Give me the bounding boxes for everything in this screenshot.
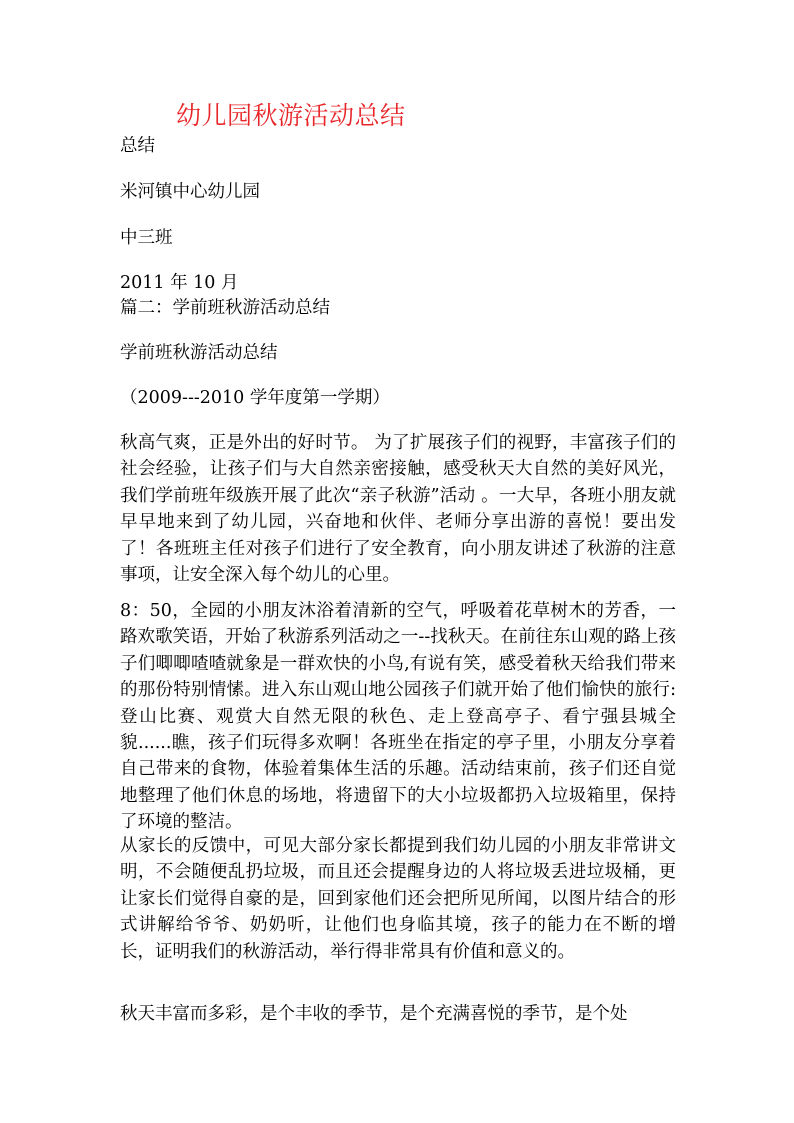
- paragraph-1: 秋高气爽，正是外出的好时节。 为了扩展孩子们的视野，丰富孩子们的社会经验，让孩子们与大自然亲密接触，感受秋天大自然的美好风光，我们学前班年级族开展了此次“亲子秋游”活动 。一大早，各班小朋友就早早地来到了幼儿园，兴奋地和伙伴、老师分享出游的喜悦！要出发了！各班班主任对孩子们进行了安全教育，向小朋友讲述了秋游的注意事项，让安全深入每个幼儿的心里。: [120, 433, 676, 586]
- subtitle: 学前班秋游活动总结: [120, 343, 278, 363]
- school-name: 米河镇中心幼儿园: [120, 182, 260, 202]
- paragraph-4: 秋天丰富而多彩，是个丰收的季节，是个充满喜悦的季节，是个处: [120, 1004, 628, 1024]
- term-line: （2009---2010 学年度第一学期）: [120, 388, 390, 408]
- section-heading: 篇二：学前班秋游活动总结: [120, 298, 330, 318]
- class-name: 中三班: [120, 228, 173, 248]
- paragraph-2: 8：50，全园的小朋友沐浴着清新的空气，呼吸着花草树木的芳香，一路欢歌笑语，开始了秋游系列活动之一--找秋天。在前往东山观的路上孩子们唧唧喳喳就象是一群欢快的小鸟,有说有笑，感受着秋天给我们带来的那份特别情愫。进入东山观山地公园孩子们就开始了他们愉快的旅行:登山比赛、观赏大自然无限的秋色、走上登高亭子、看宁强县城全貌......瞧，孩子们玩得多欢啊！各班坐在指定的亭子里，小朋友分享着自己带来的食物，体验着集体生活的乐趣。活动结束前，孩子们还自觉地整理了他们休息的场地，将遗留下的大小垃圾都扔入垃圾箱里，保持了环境的整洁。: [120, 601, 676, 833]
- document-title: 幼儿园秋游活动总结: [176, 101, 406, 130]
- paragraph-3: 从家长的反馈中，可见大部分家长都提到我们幼儿园的小朋友非常讲文明，不会随便乱扔垃圾，而且还会提醒身边的人将垃圾丢进垃圾桶，更让家长们觉得自豪的是，回到家他们还会把所见所闻，以图片结合的形式讲解给爷爷、奶奶听，让他们也身临其境，孩子的能力在不断的增长，证明我们的秋游活动，举行得非常具有价值和意义的。: [120, 836, 676, 962]
- summary-label: 总结: [120, 136, 155, 156]
- date-line: 2011 年 10 月: [120, 273, 239, 293]
